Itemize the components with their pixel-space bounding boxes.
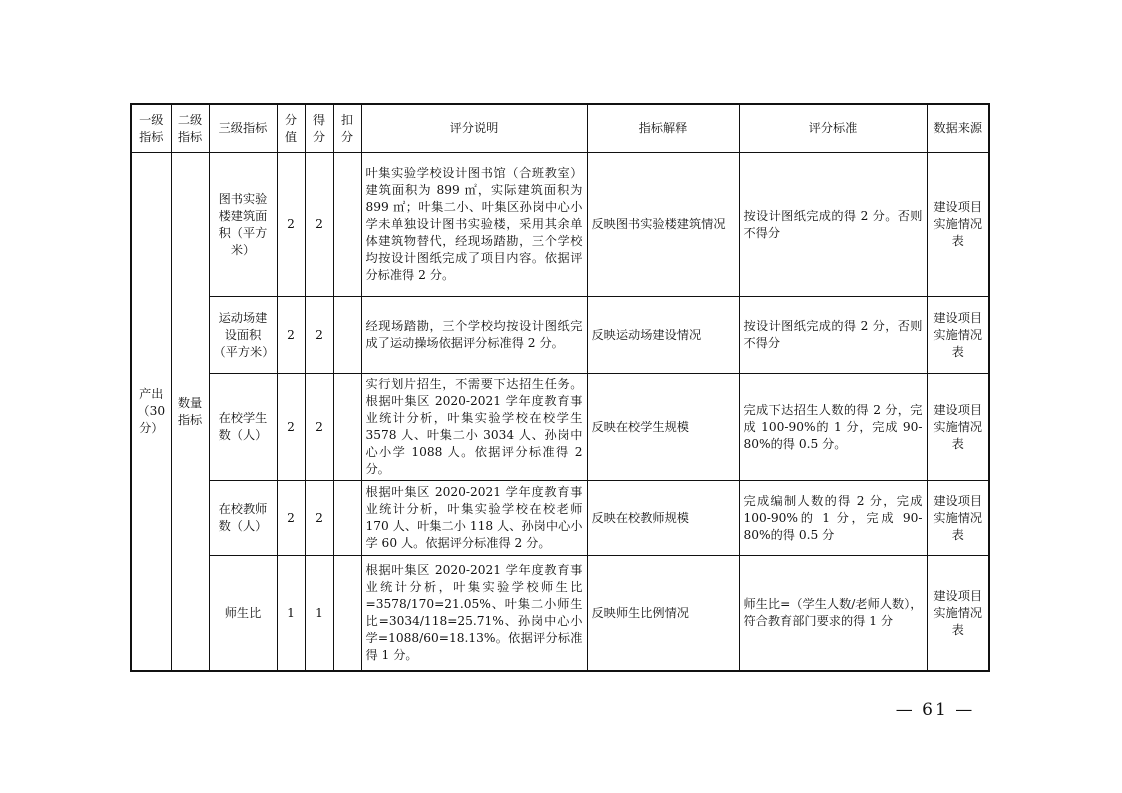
deduct-cell [333, 297, 361, 374]
explain-cell: 反映师生比例情况 [587, 556, 739, 672]
source-cell: 建设项目实施情况表 [927, 481, 989, 556]
header-score: 分值 [277, 104, 305, 153]
header-source: 数据来源 [927, 104, 989, 153]
table-row [131, 297, 989, 374]
standard-cell: 师生比=（学生人数/老师人数），符合教育部门要求的得 1 分 [739, 556, 927, 672]
score-cell: 1 [277, 556, 305, 672]
level1-cell: 产出（30分） [131, 153, 171, 672]
explain-cell: 反映在校教师规模 [587, 481, 739, 556]
header-level2: 二级指标 [171, 104, 209, 153]
got-cell: 2 [305, 481, 333, 556]
deduct-cell [333, 374, 361, 481]
got-cell: 2 [305, 297, 333, 374]
level3-cell: 图书实验楼建筑面积（平方米） [209, 153, 277, 297]
desc-cell: 根据叶集区 2020-2021 学年度教育事业统计分析，叶集实验学校师生比=3578/170=21.05%、叶集二小师生比=3034/118=25.71%、孙岗中心小学=1088/60=18.13%。依据评分标准得 1 分。 [361, 556, 587, 672]
deduct-cell [333, 481, 361, 556]
header-desc: 评分说明 [361, 104, 587, 153]
header-explain: 指标解释 [587, 104, 739, 153]
header-row [131, 104, 989, 153]
standard-cell: 按设计图纸完成的得 2 分，否则不得分 [739, 297, 927, 374]
explain-cell: 反映图书实验楼建筑情况 [587, 153, 739, 297]
source-cell: 建设项目实施情况表 [927, 153, 989, 297]
score-cell: 2 [277, 297, 305, 374]
explain-cell: 反映运动场建设情况 [587, 297, 739, 374]
source-cell: 建设项目实施情况表 [927, 374, 989, 481]
score-cell: 2 [277, 481, 305, 556]
got-cell: 2 [305, 374, 333, 481]
header-got: 得分 [305, 104, 333, 153]
score-cell: 2 [277, 153, 305, 297]
page-number: — 61 — [895, 700, 975, 720]
desc-cell: 经现场踏勘，三个学校均按设计图纸完成了运动操场依据评分标准得 2 分。 [361, 297, 587, 374]
evaluation-table [130, 103, 990, 672]
desc-cell: 叶集实验学校设计图书馆（合班教室）建筑面积为 899 ㎡，实际建筑面积为 899 ㎡；叶集二小、叶集区孙岗中心小学未单独设计图书实验楼，采用其余单体建筑物替代，经现场踏勘，三个学校均按设计图纸完成了项目内容。依据评分标准得 2 分。 [361, 153, 587, 297]
table-row [131, 556, 989, 672]
deduct-cell [333, 153, 361, 297]
got-cell: 1 [305, 556, 333, 672]
level3-cell: 师生比 [209, 556, 277, 672]
source-cell: 建设项目实施情况表 [927, 556, 989, 672]
level2-cell: 数量指标 [171, 153, 209, 672]
standard-cell: 完成编制人数的得 2 分，完成 100-90%的 1 分，完成 90-80%的得 0.5 分 [739, 481, 927, 556]
deduct-cell [333, 556, 361, 672]
level3-cell: 在校学生数（人） [209, 374, 277, 481]
source-cell: 建设项目实施情况表 [927, 297, 989, 374]
standard-cell: 完成下达招生人数的得 2 分，完成 100-90%的 1 分，完成 90-80%的得 0.5 分。 [739, 374, 927, 481]
level3-cell: 运动场建设面积（平方米） [209, 297, 277, 374]
level3-cell: 在校教师数（人） [209, 481, 277, 556]
desc-cell: 实行划片招生，不需要下达招生任务。根据叶集区 2020-2021 学年度教育事业统计分析，叶集实验学校在校学生 3578 人、叶集二小 3034 人、孙岗中心小学 1088 人。依据评分标准得 2 分。 [361, 374, 587, 481]
score-cell: 2 [277, 374, 305, 481]
explain-cell: 反映在校学生规模 [587, 374, 739, 481]
table-row [131, 153, 989, 297]
table-row [131, 374, 989, 481]
header-level3: 三级指标 [209, 104, 277, 153]
got-cell: 2 [305, 153, 333, 297]
standard-cell: 按设计图纸完成的得 2 分。否则不得分 [739, 153, 927, 297]
header-standard: 评分标准 [739, 104, 927, 153]
desc-cell: 根据叶集区 2020-2021 学年度教育事业统计分析，叶集实验学校在校老师 170 人、叶集二小 118 人、孙岗中心小学 60 人。依据评分标准得 2 分。 [361, 481, 587, 556]
header-level1: 一级指标 [131, 104, 171, 153]
table-row [131, 481, 989, 556]
header-deduct: 扣分 [333, 104, 361, 153]
